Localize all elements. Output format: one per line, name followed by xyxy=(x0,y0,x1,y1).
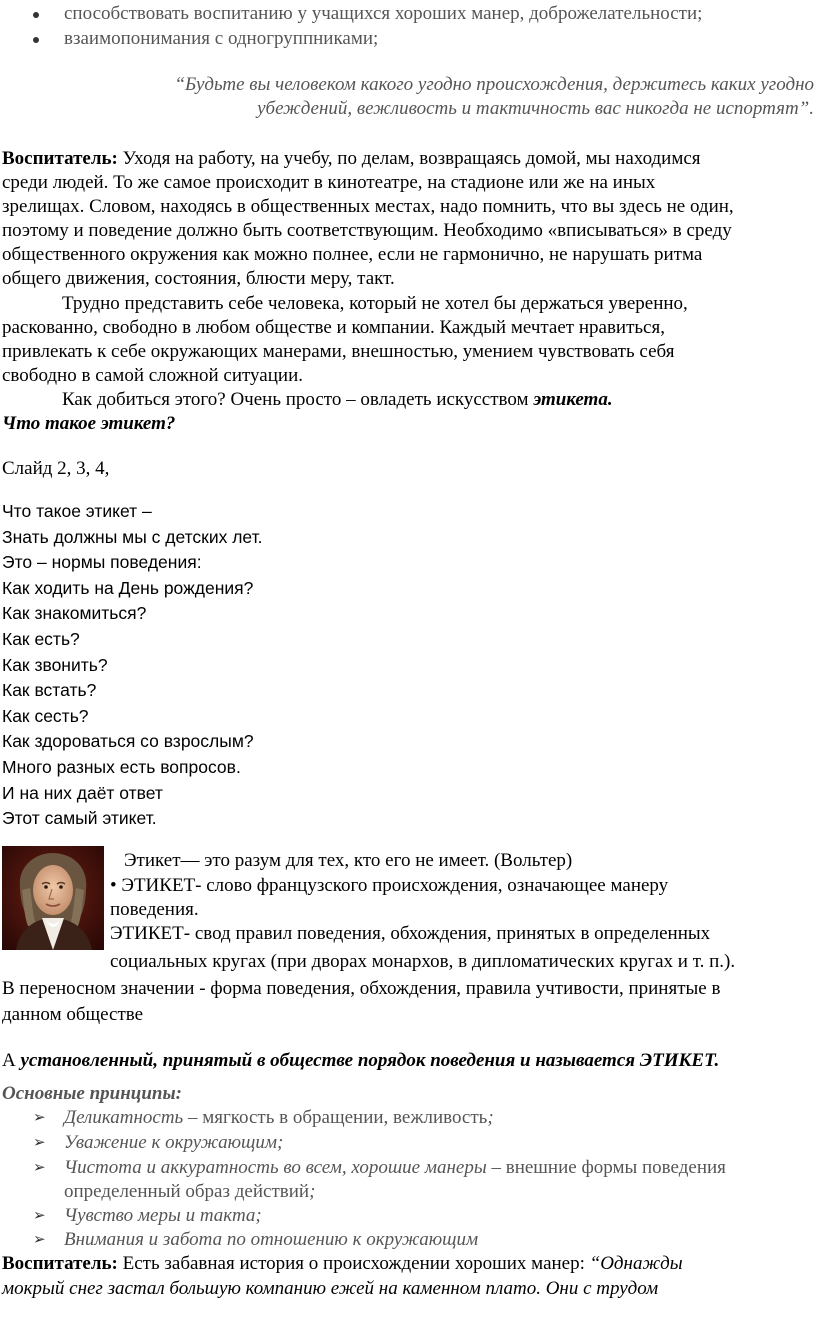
story-line-1 xyxy=(2,1252,683,1275)
voltaire-quote: Этикет— это разум для тех, кто его не имеет. (Вольтер) xyxy=(124,850,573,871)
arrow-bullet-icon: ➢ xyxy=(33,1108,46,1126)
paragraph-text: Как добиться этого? Очень просто – овладеть искусством xyxy=(62,389,534,410)
paragraph-2-line-1: Трудно представить себе человека, который не хотел бы держаться уверенно, xyxy=(62,293,688,314)
arrow-bullet-icon: ➢ xyxy=(33,1206,46,1224)
paragraph-3 xyxy=(62,388,613,411)
speaker-label: Воспитатель: xyxy=(2,148,118,169)
etiquette-origin-line-2: поведения. xyxy=(110,899,199,920)
emphasis-etiquette: этикета. xyxy=(533,389,613,410)
poem-line: Как знакомиться? xyxy=(2,603,147,624)
summary-emphasis: установленный, принятый в обществе порядок поведения и называется ЭТИКЕТ. xyxy=(20,1050,720,1071)
principle-item-5: Внимания и забота по отношению к окружающим xyxy=(64,1229,479,1250)
poem-line: Знать должны мы с детских лет. xyxy=(2,526,263,547)
story-line-2: мокрый снег застал большую компанию ежей на каменном плато. Они с трудом xyxy=(2,1278,659,1299)
arrow-bullet-icon: ➢ xyxy=(33,1133,46,1151)
paragraph-1-line-6: общего движения, состояния, блюсти меру, такт. xyxy=(2,268,395,289)
principle-item-3 xyxy=(64,1156,726,1179)
principle-desc: определенный образ действий xyxy=(64,1181,310,1202)
poem-line: Как звонить? xyxy=(2,654,108,675)
figurative-meaning-line-2: данном обществе xyxy=(2,1004,144,1025)
summary-lead: А xyxy=(2,1050,21,1071)
poem-line: Много разных есть вопросов. xyxy=(2,757,241,777)
epigraph-line-2: убеждений, вежливость и тактичность вас никогда не испортят”. xyxy=(257,98,814,119)
story-text: Есть забавная история о происхождении хороших манер: xyxy=(117,1253,590,1274)
arrow-bullet-icon: ➢ xyxy=(33,1230,46,1248)
poem-line: Этот самый этикет. xyxy=(2,808,157,829)
bullet-dot xyxy=(33,12,39,18)
paragraph-2-line-3: привлекать к себе окружающих манерами, внешностью, умением чувствовать себя xyxy=(2,341,675,362)
poem-line: Как ходить на День рождения? xyxy=(2,577,254,598)
paragraph-2-line-2: раскованно, свободно в любом обществе и компании. Каждый мечтает нравиться, xyxy=(2,317,665,338)
voltaire-portrait xyxy=(2,846,104,950)
poem-line: Как здороваться со взрослым? xyxy=(2,731,254,752)
principle-item-1 xyxy=(64,1106,494,1129)
epigraph-line-1: “Будьте вы человеком какого угодно происхождения, держитесь каких угодно xyxy=(174,74,814,95)
principle-tail: ; xyxy=(487,1107,494,1128)
poem-line: Как есть? xyxy=(2,629,80,649)
paragraph-1-line-5: общественного окружения как можно полнее, если не гармонично, не нарушать ритма xyxy=(2,244,703,265)
arrow-bullet-icon: ➢ xyxy=(33,1158,46,1176)
poem-line: Это – нормы поведения: xyxy=(2,552,202,573)
poem-line: Как встать? xyxy=(2,680,97,701)
principle-item-2: Уважение к окружающим; xyxy=(64,1132,284,1153)
etiquette-origin-line-1: • ЭТИКЕТ- слово французского происхождения, означающее манеру xyxy=(110,875,669,896)
question-heading: Что такое этикет? xyxy=(2,413,176,434)
paragraph-1-line-2: среди людей. То же самое происходит в кинотеатре, на стадионе или же на иных xyxy=(2,172,656,193)
principle-desc: – внешние формы поведения xyxy=(486,1157,726,1178)
principle-term: Деликатность xyxy=(64,1107,184,1128)
principle-tail: ; xyxy=(309,1181,316,1202)
poem-line: Что такое этикет – xyxy=(2,501,152,521)
principle-item-4: Чувство меры и такта; xyxy=(64,1205,262,1226)
paragraph-1-line-3: зрелищах. Словом, находясь в общественных местах, надо помнить, что вы здесь не один, xyxy=(2,196,734,217)
figurative-meaning-line-1: В переносном значении - форма поведения, обхождения, правила учтивости, принятые в xyxy=(2,978,721,999)
intro-bullet-2: взаимопонимания с одногруппниками; xyxy=(64,28,379,49)
speaker-label: Воспитатель: xyxy=(2,1253,118,1274)
principle-item-3-cont xyxy=(64,1180,315,1203)
paragraph-text: Уходя на работу, на учебу, по делам, возвращаясь домой, мы находимся xyxy=(117,148,701,169)
paragraph-1-line-1 xyxy=(2,147,701,170)
paragraph-1-line-4: поэтому и поведение должно быть соответствующим. Необходимо «вписываться» в среду xyxy=(2,220,732,241)
principle-term: Чистота и аккуратность во всем, хорошие манеры xyxy=(64,1157,487,1178)
poem-line: И на них даёт ответ xyxy=(2,782,163,803)
bullet-dot xyxy=(33,37,39,43)
etiquette-definition-line-2: социальных кругах (при дворах монархов, в дипломатических кругах и т. п.). xyxy=(110,951,736,972)
intro-bullet-1: способствовать воспитанию у учащихся хороших манер, доброжелательности; xyxy=(64,3,703,24)
poem-line: Как сесть? xyxy=(2,705,89,726)
story-quote-start: “Однажды xyxy=(589,1253,683,1274)
principles-heading: Основные принципы: xyxy=(2,1083,182,1104)
etiquette-definition-line-1: ЭТИКЕТ- свод правил поведения, обхождения, принятых в определенных xyxy=(110,923,711,944)
paragraph-2-line-4: свободно в самой сложной ситуации. xyxy=(2,365,303,386)
summary-line xyxy=(2,1049,719,1072)
principle-desc: – мягкость в обращении, вежливость xyxy=(183,1107,488,1128)
slide-reference: Слайд 2, 3, 4, xyxy=(2,458,110,479)
